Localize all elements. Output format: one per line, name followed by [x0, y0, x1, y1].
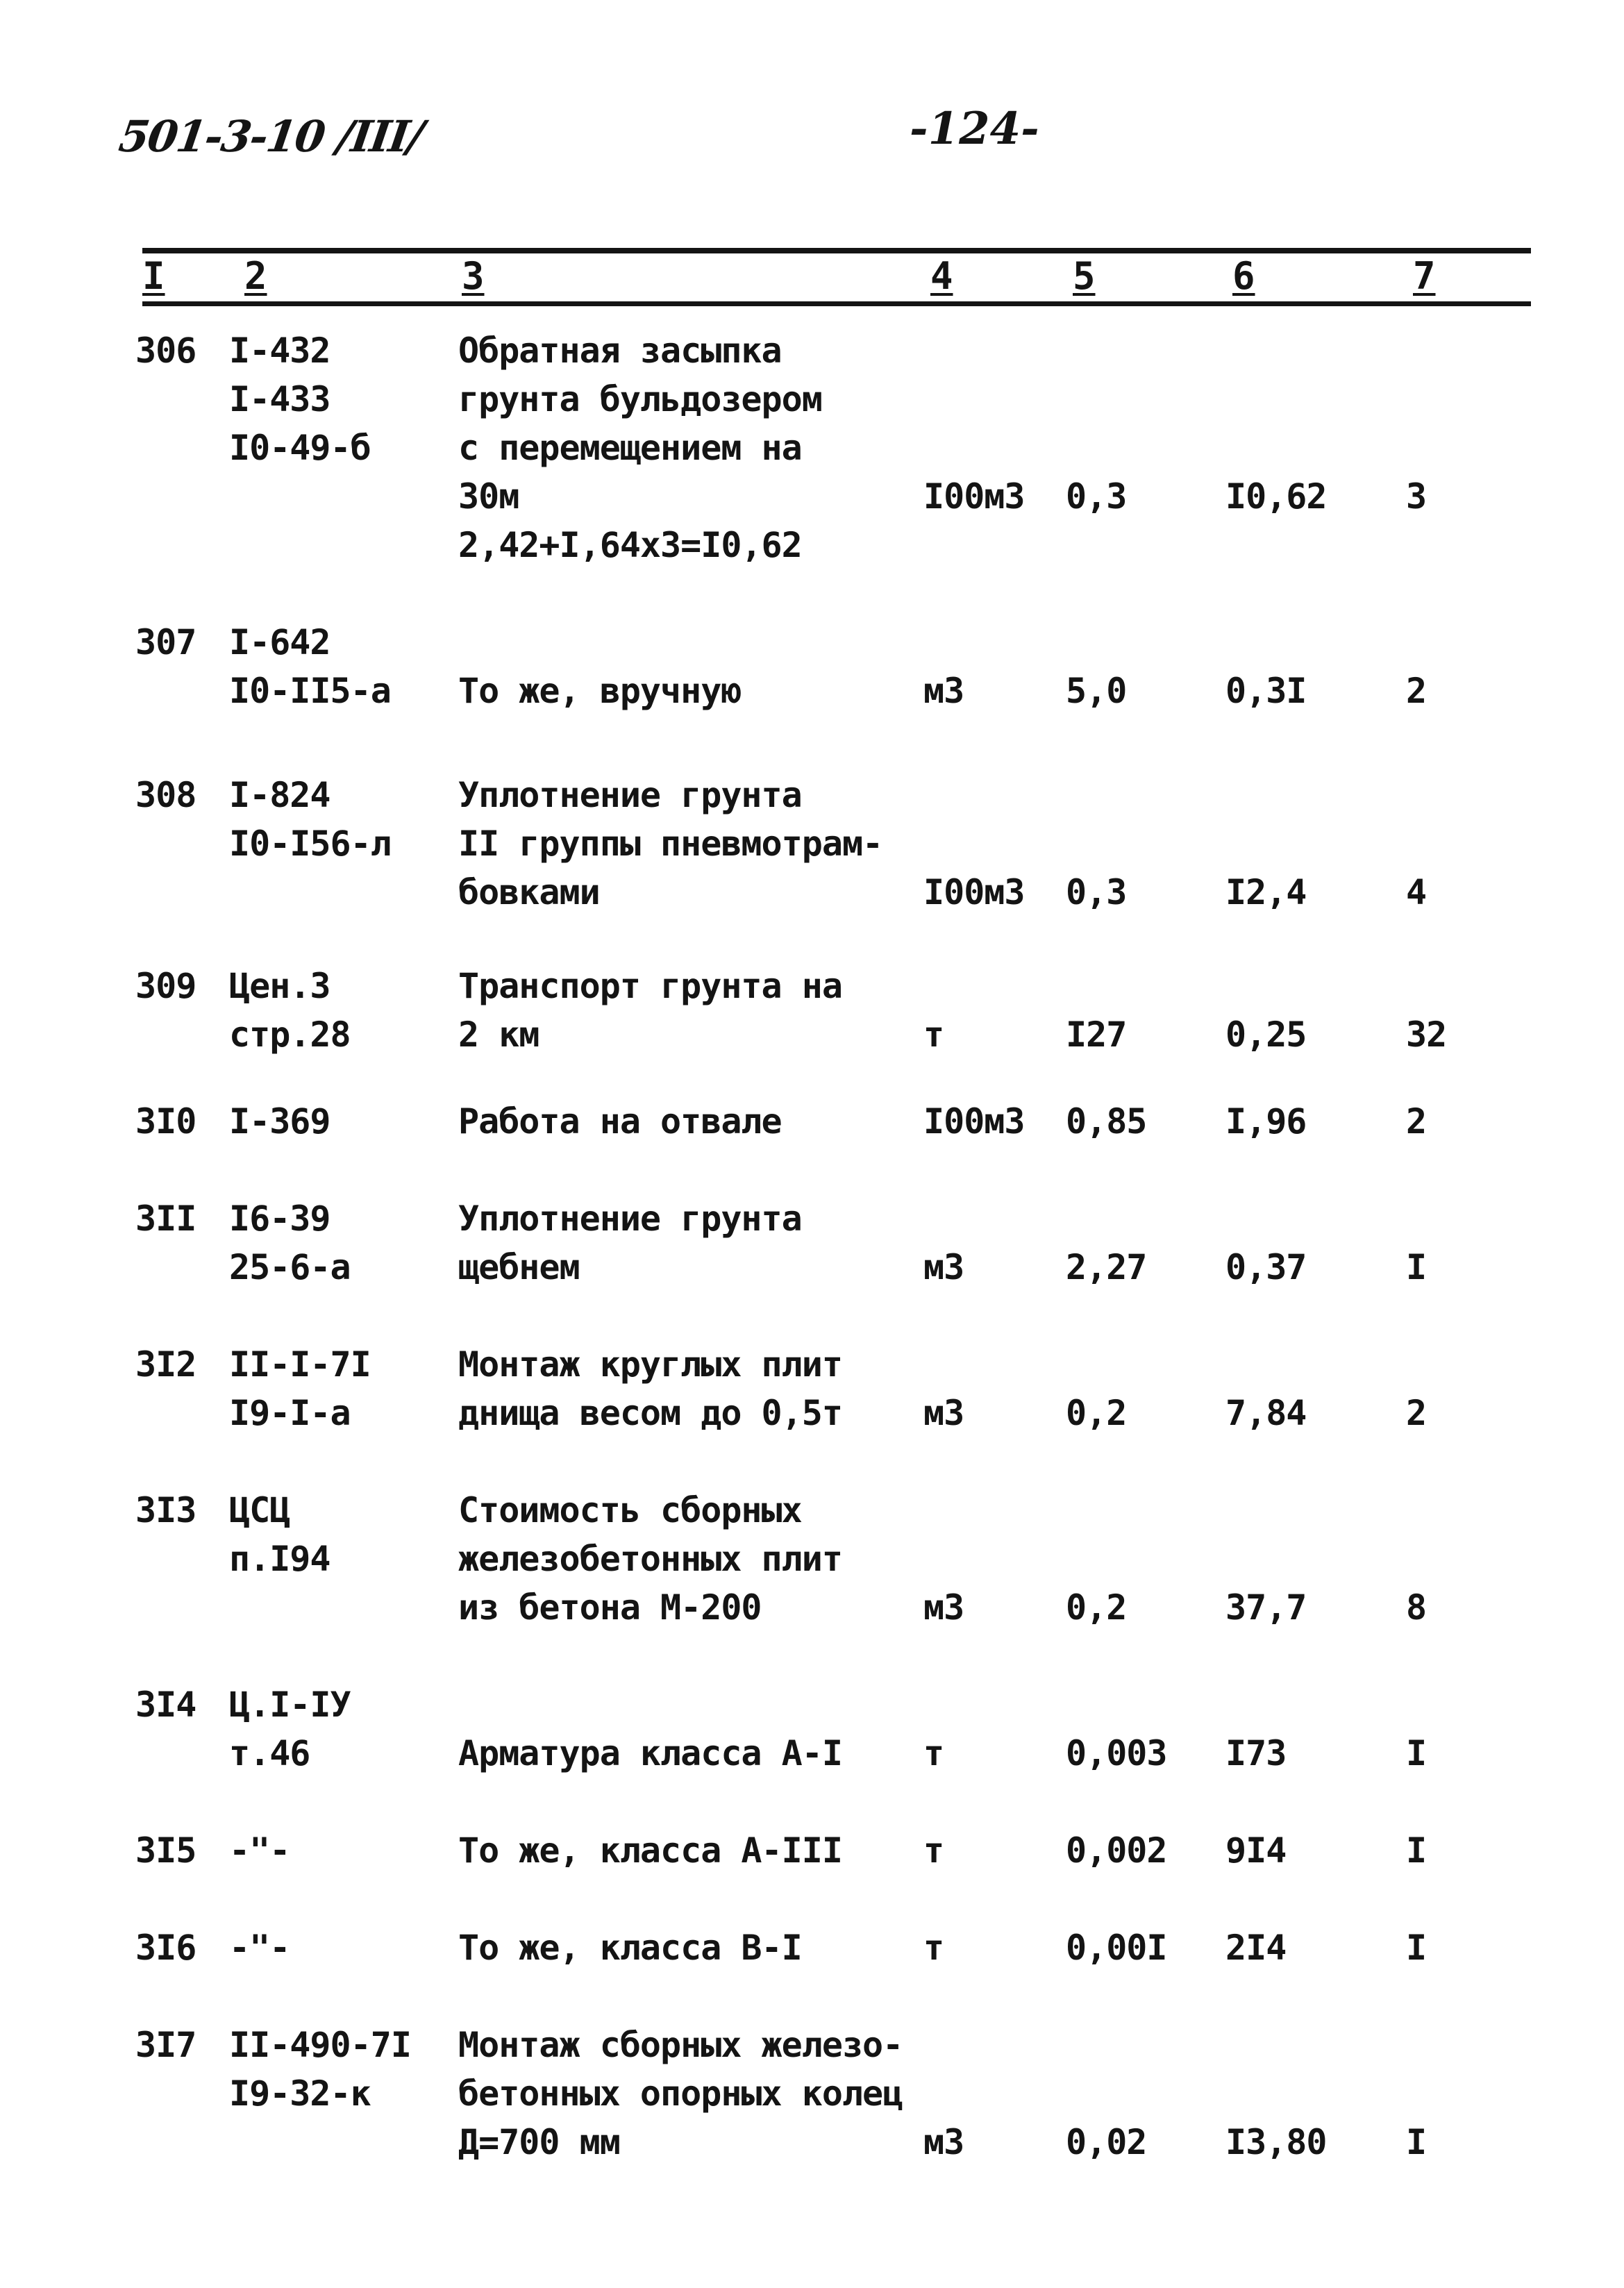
work-description-line: бовками	[458, 872, 600, 912]
norm-code	[229, 1486, 330, 1583]
total-cell-line: 2	[1406, 1101, 1427, 1142]
quantity-cell	[1066, 1583, 1126, 1632]
norm-code-line: I9-32-к	[229, 2073, 371, 2114]
work-description-line: II группы пневмотрам-	[458, 824, 883, 864]
row-number-line: 3I4	[135, 1685, 196, 1725]
unit-cell	[923, 2118, 964, 2166]
row-number-line: 3II	[135, 1199, 196, 1239]
norm-code	[229, 1680, 351, 1778]
norm-code	[229, 1826, 290, 1875]
work-description-line: днища весом до 0,5т	[458, 1393, 842, 1433]
quantity-cell-line: 5,0	[1066, 671, 1127, 711]
unit-cell-line: т	[923, 1928, 944, 1968]
work-description	[458, 1680, 842, 1778]
total-cell	[1406, 2118, 1426, 2166]
price-cell-line: 2I4	[1225, 1928, 1287, 1968]
unit-cell-line: т	[923, 1830, 944, 1871]
row-number	[135, 1486, 196, 1535]
page-number: -124-	[910, 103, 1039, 155]
quantity-cell-line: 0,00I	[1066, 1928, 1167, 1968]
column-header-3: 3	[462, 254, 485, 298]
unit-cell	[923, 1826, 944, 1875]
norm-code	[229, 618, 391, 715]
quantity-cell-line: 0,02	[1066, 2122, 1147, 2162]
row-number	[135, 1097, 196, 1146]
unit-cell	[923, 1729, 944, 1778]
unit-cell	[923, 1923, 944, 1972]
norm-code-line: Цен.3	[229, 966, 330, 1006]
norm-code-line: II-I-7I	[229, 1344, 371, 1385]
work-description	[458, 962, 842, 1059]
quantity-cell	[1066, 2118, 1146, 2166]
quantity-cell-line: I27	[1066, 1014, 1127, 1055]
price-cell	[1225, 1010, 1306, 1059]
norm-code-line: -"-	[229, 1928, 290, 1968]
price-cell-line: 37,7	[1225, 1587, 1307, 1628]
total-cell	[1406, 868, 1426, 917]
work-description-line	[458, 618, 741, 667]
quantity-cell-line: 0,85	[1066, 1101, 1147, 1142]
column-header-4: 4	[930, 254, 953, 298]
norm-code-line: 25-6-а	[229, 1247, 351, 1287]
row-number	[135, 1680, 196, 1729]
norm-code-line: I6-39	[229, 1199, 330, 1239]
work-description-line: Монтаж сборных железо-	[458, 2025, 903, 2065]
quantity-cell	[1066, 472, 1126, 521]
work-description	[458, 618, 741, 715]
row-number-line: 3I5	[135, 1830, 196, 1871]
row-number-line: 3I0	[135, 1101, 196, 1142]
work-description-line: Д=700 мм	[458, 2122, 620, 2162]
norm-code-line: I0-I56-л	[229, 824, 391, 864]
work-description-line: бетонных опорных колец	[458, 2073, 903, 2114]
work-description-line: Работа на отвале	[458, 1101, 782, 1142]
norm-code-line: Ц.I-IУ	[229, 1685, 351, 1725]
unit-cell-line: I00м3	[923, 872, 1025, 912]
row-number	[135, 1923, 196, 1972]
total-cell	[1406, 667, 1426, 715]
unit-cell-line: м3	[923, 1587, 964, 1628]
column-header-5: 5	[1073, 254, 1096, 298]
norm-code-line: стр.28	[229, 1014, 351, 1055]
price-cell-line: 9I4	[1225, 1830, 1287, 1871]
norm-code	[229, 326, 371, 472]
price-cell	[1225, 1923, 1286, 1972]
work-description	[458, 1340, 842, 1437]
quantity-cell-line: 0,2	[1066, 1587, 1127, 1628]
price-cell-line: 0,3I	[1225, 671, 1307, 711]
column-header-7: 7	[1413, 254, 1436, 298]
quantity-cell-line: 0,002	[1066, 1830, 1167, 1871]
price-cell	[1225, 1097, 1306, 1146]
work-description-line: 30м	[458, 476, 519, 517]
work-description	[458, 2021, 903, 2166]
row-number	[135, 326, 196, 375]
work-description	[458, 1194, 802, 1292]
unit-cell	[923, 1097, 1025, 1146]
quantity-cell-line: 0,003	[1066, 1733, 1167, 1773]
doc-code: 501-3-10 /III/	[115, 111, 426, 162]
work-description	[458, 771, 882, 917]
column-header-2: 2	[244, 254, 267, 298]
unit-cell-line: м3	[923, 2122, 964, 2162]
unit-cell	[923, 1583, 964, 1632]
work-description-line: 2,42+I,64x3=I0,62	[458, 525, 802, 565]
row-number-line: 307	[135, 622, 196, 662]
total-cell-line: 4	[1406, 872, 1427, 912]
price-cell	[1225, 1389, 1306, 1437]
row-number	[135, 1826, 196, 1875]
row-number	[135, 771, 196, 819]
work-description-line: Обратная засыпка	[458, 331, 782, 371]
quantity-cell	[1066, 1389, 1126, 1437]
total-cell	[1406, 1583, 1426, 1632]
work-description	[458, 1097, 782, 1146]
price-cell	[1225, 1583, 1306, 1632]
unit-cell	[923, 868, 1025, 917]
work-description-line: Стоимость сборных	[458, 1490, 802, 1530]
norm-code	[229, 1194, 351, 1292]
price-cell-line: I3,80	[1225, 2122, 1327, 2162]
total-cell	[1406, 472, 1426, 521]
norm-code-line: I-433	[229, 379, 330, 419]
quantity-cell	[1066, 667, 1126, 715]
price-cell	[1225, 667, 1306, 715]
unit-cell	[923, 1389, 964, 1437]
row-number	[135, 2021, 196, 2069]
unit-cell	[923, 667, 964, 715]
unit-cell-line: т	[923, 1014, 944, 1055]
work-description	[458, 1826, 842, 1875]
work-description	[458, 1923, 802, 1972]
price-cell-line: I73	[1225, 1733, 1287, 1773]
total-cell-line: I	[1406, 1928, 1427, 1968]
total-cell	[1406, 1729, 1426, 1778]
norm-code	[229, 771, 391, 868]
work-description-line: из бетона М-200	[458, 1587, 762, 1628]
unit-cell-line: I00м3	[923, 476, 1025, 517]
unit-cell-line: м3	[923, 671, 964, 711]
work-description-line: щебнем	[458, 1247, 580, 1287]
row-number	[135, 1194, 196, 1243]
work-description-line: с перемещением на	[458, 428, 802, 468]
norm-code	[229, 1923, 290, 1972]
unit-cell-line: м3	[923, 1247, 964, 1287]
work-description-line: Уплотнение грунта	[458, 1199, 802, 1239]
price-cell	[1225, 1729, 1286, 1778]
row-number	[135, 962, 196, 1010]
work-description-line: 2 км	[458, 1014, 539, 1055]
quantity-cell	[1066, 1243, 1146, 1292]
row-number-line: 3I2	[135, 1344, 196, 1385]
price-cell	[1225, 868, 1306, 917]
norm-code	[229, 962, 351, 1059]
norm-code-line: I0-II5-а	[229, 671, 391, 711]
quantity-cell	[1066, 1826, 1167, 1875]
work-description-line: Монтаж круглых плит	[458, 1344, 842, 1385]
norm-code-line: I9-I-а	[229, 1393, 351, 1433]
unit-cell	[923, 1243, 964, 1292]
total-cell	[1406, 1826, 1426, 1875]
quantity-cell-line: 0,3	[1066, 476, 1127, 517]
total-cell-line: I	[1406, 2122, 1427, 2162]
unit-cell-line: м3	[923, 1393, 964, 1433]
work-description-line: То же, вручную	[458, 671, 742, 711]
price-cell	[1225, 1826, 1286, 1875]
total-cell-line: 32	[1406, 1014, 1447, 1055]
norm-code-line: II-490-7I	[229, 2025, 411, 2065]
work-description-line: То же, класса В-I	[458, 1928, 802, 1968]
column-header-1: I	[142, 254, 165, 298]
total-cell	[1406, 1243, 1426, 1292]
unit-cell-line: I00м3	[923, 1101, 1025, 1142]
total-cell	[1406, 1923, 1426, 1972]
column-header-6: 6	[1232, 254, 1255, 298]
price-cell-line: 0,25	[1225, 1014, 1307, 1055]
total-cell-line: 3	[1406, 476, 1427, 517]
total-cell-line: 8	[1406, 1587, 1427, 1628]
quantity-cell	[1066, 1923, 1167, 1972]
quantity-cell	[1066, 868, 1126, 917]
total-cell	[1406, 1097, 1426, 1146]
unit-cell-line: т	[923, 1733, 944, 1773]
work-description-line: Арматура класса А-I	[458, 1733, 842, 1773]
row-number-line: 3I6	[135, 1928, 196, 1968]
total-cell	[1406, 1389, 1426, 1437]
row-number	[135, 1340, 196, 1389]
work-description	[458, 1486, 842, 1632]
quantity-cell	[1066, 1729, 1167, 1778]
quantity-cell	[1066, 1010, 1126, 1059]
price-cell	[1225, 472, 1327, 521]
total-cell-line: I	[1406, 1830, 1427, 1871]
norm-code-line: ЦСЦ	[229, 1490, 290, 1530]
row-number	[135, 618, 196, 667]
total-cell	[1406, 1010, 1446, 1059]
work-description-line: Уплотнение грунта	[458, 775, 802, 815]
work-description-line: То же, класса А-III	[458, 1830, 842, 1871]
row-number-line: 309	[135, 966, 196, 1006]
unit-cell	[923, 472, 1025, 521]
norm-code-line: I-642	[229, 622, 330, 662]
norm-code	[229, 1097, 330, 1146]
quantity-cell-line: 0,2	[1066, 1393, 1127, 1433]
price-cell-line: I0,62	[1225, 476, 1327, 517]
price-cell-line: I,96	[1225, 1101, 1307, 1142]
quantity-cell-line: 0,3	[1066, 872, 1127, 912]
price-cell-line: I2,4	[1225, 872, 1307, 912]
total-cell-line: I	[1406, 1247, 1427, 1287]
price-cell	[1225, 1243, 1306, 1292]
row-number-line: 3I7	[135, 2025, 196, 2065]
quantity-cell	[1066, 1097, 1146, 1146]
norm-code-line: I-432	[229, 331, 330, 371]
quantity-cell-line: 2,27	[1066, 1247, 1147, 1287]
norm-code	[229, 2021, 411, 2118]
norm-code-line: т.46	[229, 1733, 310, 1773]
total-cell-line: 2	[1406, 671, 1427, 711]
work-description-line: железобетонных плит	[458, 1539, 842, 1579]
work-description	[458, 326, 822, 569]
norm-code-line: I-369	[229, 1101, 330, 1142]
norm-code-line: I0-49-б	[229, 428, 371, 468]
unit-cell	[923, 1010, 944, 1059]
row-number-line: 3I3	[135, 1490, 196, 1530]
norm-code-line: -"-	[229, 1830, 290, 1871]
work-description-line	[458, 1680, 842, 1729]
norm-code	[229, 1340, 371, 1437]
price-cell-line: 0,37	[1225, 1247, 1307, 1287]
total-cell-line: I	[1406, 1733, 1427, 1773]
row-number-line: 308	[135, 775, 196, 815]
price-cell	[1225, 2118, 1327, 2166]
norm-code-line: I-824	[229, 775, 330, 815]
work-description-line: грунта бульдозером	[458, 379, 822, 419]
price-cell-line: 7,84	[1225, 1393, 1307, 1433]
work-description-line: Транспорт грунта на	[458, 966, 842, 1006]
norm-code-line: п.I94	[229, 1539, 330, 1579]
row-number-line: 306	[135, 331, 196, 371]
total-cell-line: 2	[1406, 1393, 1427, 1433]
